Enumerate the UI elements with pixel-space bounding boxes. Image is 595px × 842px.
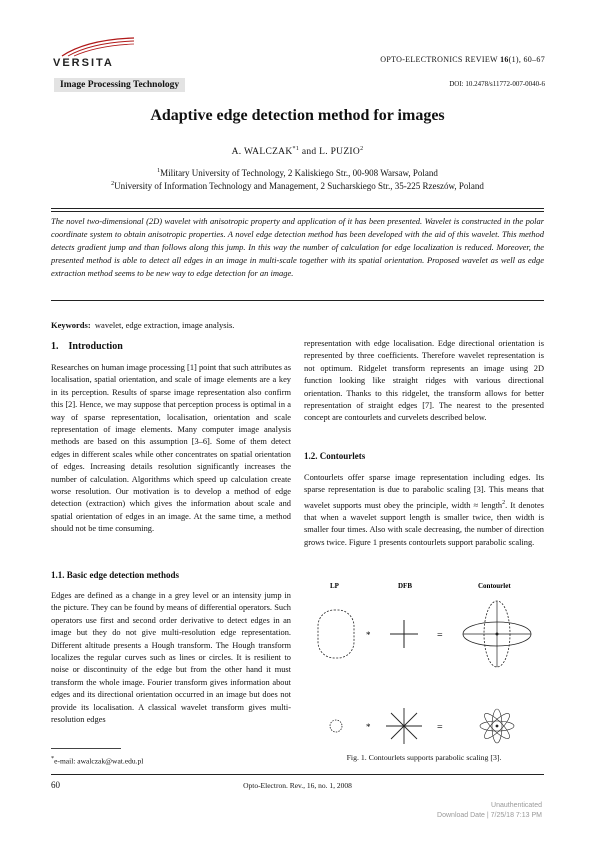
right-continuation-paragraph: representation with edge localisation. Edge directional orientation is represented by three coefficients. Therefore wavelet representation is not optimum. Ridgelet transform represents an image using 2D function looking like straight ridges with various directional orientation. Thanks to this ridgelet, the transform allows for better representation of straight edges [7]. The nearest to the presented concept are contourlets and curvelets described below. <box>304 339 544 423</box>
abstract-bottom-rule <box>51 300 544 301</box>
footer-rule <box>51 774 544 775</box>
contourlet-center-dot <box>496 633 499 636</box>
fig-op-equals-1: = <box>437 630 443 641</box>
authors-and: and <box>301 147 317 158</box>
page-number: 60 <box>51 780 60 790</box>
logo-swoosh-icon <box>60 36 136 58</box>
lp-support-large-shape <box>318 610 354 658</box>
abstract: The novel two-dimensional (2D) wavelet with anisotropic property and application of it has been presented. Wavelet is constructed in the polar coordinate system to obtain anisotropic properties. A novel edge detection method has been developed with the aid of this wavelet. This method detects gradient jump and than follows along this jump. In this way the number of calculation for edge localization is reduced. Moreover, the presented method is able to detect all edges in an image in multi-scale together with its spatial orientation. Proposed wavelet as well as edge extraction method seems to be new way to edge detection for an image. <box>51 216 544 278</box>
unauth-line-2: Download Date | 7/25/18 7:13 PM <box>437 812 542 819</box>
fig-label-lp: LP <box>330 582 339 590</box>
fig-label-dfb: DFB <box>398 582 412 590</box>
affiliation-2: $^2$University of Information Technology and Management, 2 Sucharskiego Str., 35-225 Rzeszów, Poland <box>111 181 484 191</box>
unauth-line-1: Unauthenticated <box>491 802 542 809</box>
basic-methods-paragraph: Edges are defined as a change in a grey level or an intensity jump in the picture. They can be found by means of differential operators. Such operators use first and second order derivative to detect edges in an image but they do not give multi-resolution edge representation. Different altitude presents a Hough transform. The Hough transform localizes the regular curves such as lines or circles. It is resilient to noise or discontinuity of the edge but from the other hand it must transform the whole image. Fourier transform gives information about edges and its directional orientation occurred in an image but does not provide its localisation. A classical wavelet transform gives multi-resolution edges <box>51 591 291 725</box>
figure-contourlets <box>300 580 545 752</box>
footnote-rule <box>51 748 121 749</box>
fig-op-star-2: * <box>366 722 371 732</box>
fig-label-contourlet: Contourlet <box>478 582 511 590</box>
subsection-heading-basic-methods: 1.1. Basic edge detection methods <box>51 570 179 580</box>
journal-citation <box>380 55 545 64</box>
subsection-heading-contourlets: 1.2. Contourlets <box>304 451 366 461</box>
author-1-sup: *1 <box>292 146 300 152</box>
dfb-star-icon <box>386 708 422 744</box>
authors <box>0 146 595 157</box>
download-stamp <box>437 801 542 821</box>
keywords <box>51 320 234 330</box>
footnote: *e-mail: awalczak@wat.edu.pl <box>51 755 144 766</box>
abstract-top-rule-2 <box>51 211 544 212</box>
author-2-sup: 2 <box>360 146 364 152</box>
fig-op-star-1: * <box>366 630 371 640</box>
section-heading-introduction: 1. Introduction <box>51 341 123 352</box>
contourlet-flower-center <box>496 725 499 728</box>
running-citation: Opto-Electron. Rev., 16, no. 1, 2008 <box>243 781 352 790</box>
abstract-top-rule <box>51 208 544 209</box>
author-1: A. WALCZAK <box>231 147 293 158</box>
journal-issue-pages: (1), 60–67 <box>508 55 545 64</box>
journal-volume: 16 <box>500 55 509 64</box>
doi: DOI: 10.2478/s11772-007-0040-6 <box>449 80 545 88</box>
intro-paragraph: Researches on human image processing [1] point that such attributes as localisation, spatial orientation, and scale of image elements are a key in its perception. Results of sparse image representation also confirm this [2]. Hence, we may suppose that perception process is optimal in a way of sparse representation, localisation, orientation and scale representation of image elements. Many computer image analysis methods are based on this assumption [3–6]. Some of them detect edges in different scales while other concentrates on spatial orientation of edges. Increasing details resolution significantly increases the number of calculation. Algorithms which speed up calculation create worse resolution. Our motivation is to develop a method of edge detection (extraction) which gives the information about scale and spatial orientation of edges in an image. At the same time, a method should not be time consuming. <box>51 363 291 534</box>
journal-name: OPTO-ELECTRONICS REVIEW <box>380 55 498 64</box>
section-tag: Image Processing Technology <box>54 78 185 92</box>
publisher-name: VERSITA <box>53 57 114 69</box>
paper-title: Adaptive edge detection method for images <box>150 107 445 124</box>
keywords-label: Keywords: <box>51 320 91 330</box>
lp-support-small-shape <box>330 720 342 732</box>
author-2: L. PUZIO <box>319 147 361 158</box>
figure-caption: Fig. 1. Contourlets supports parabolic scaling [3]. <box>346 753 502 762</box>
fig-op-equals-2: = <box>437 722 443 733</box>
keywords-text: wavelet, edge extraction, image analysis. <box>94 320 235 330</box>
contourlets-paragraph: Contourlets offer sparse image representation including edges. Its sparse representation is due to parabolic scaling [3]. This means that wavelet supports must obey the principle, width ≈ length$^2$. It denotes that when a wavelet support length is smaller twice, then width is smaller four times. Also with scale decreasing, the number of direction grows twice. Figure 1 presents contourlets support parabolic scaling. <box>304 473 544 547</box>
affiliation-1: $^1$Military University of Technology, 2 Kaliskiego Str., 00-908 Warsaw, Poland <box>157 168 438 178</box>
